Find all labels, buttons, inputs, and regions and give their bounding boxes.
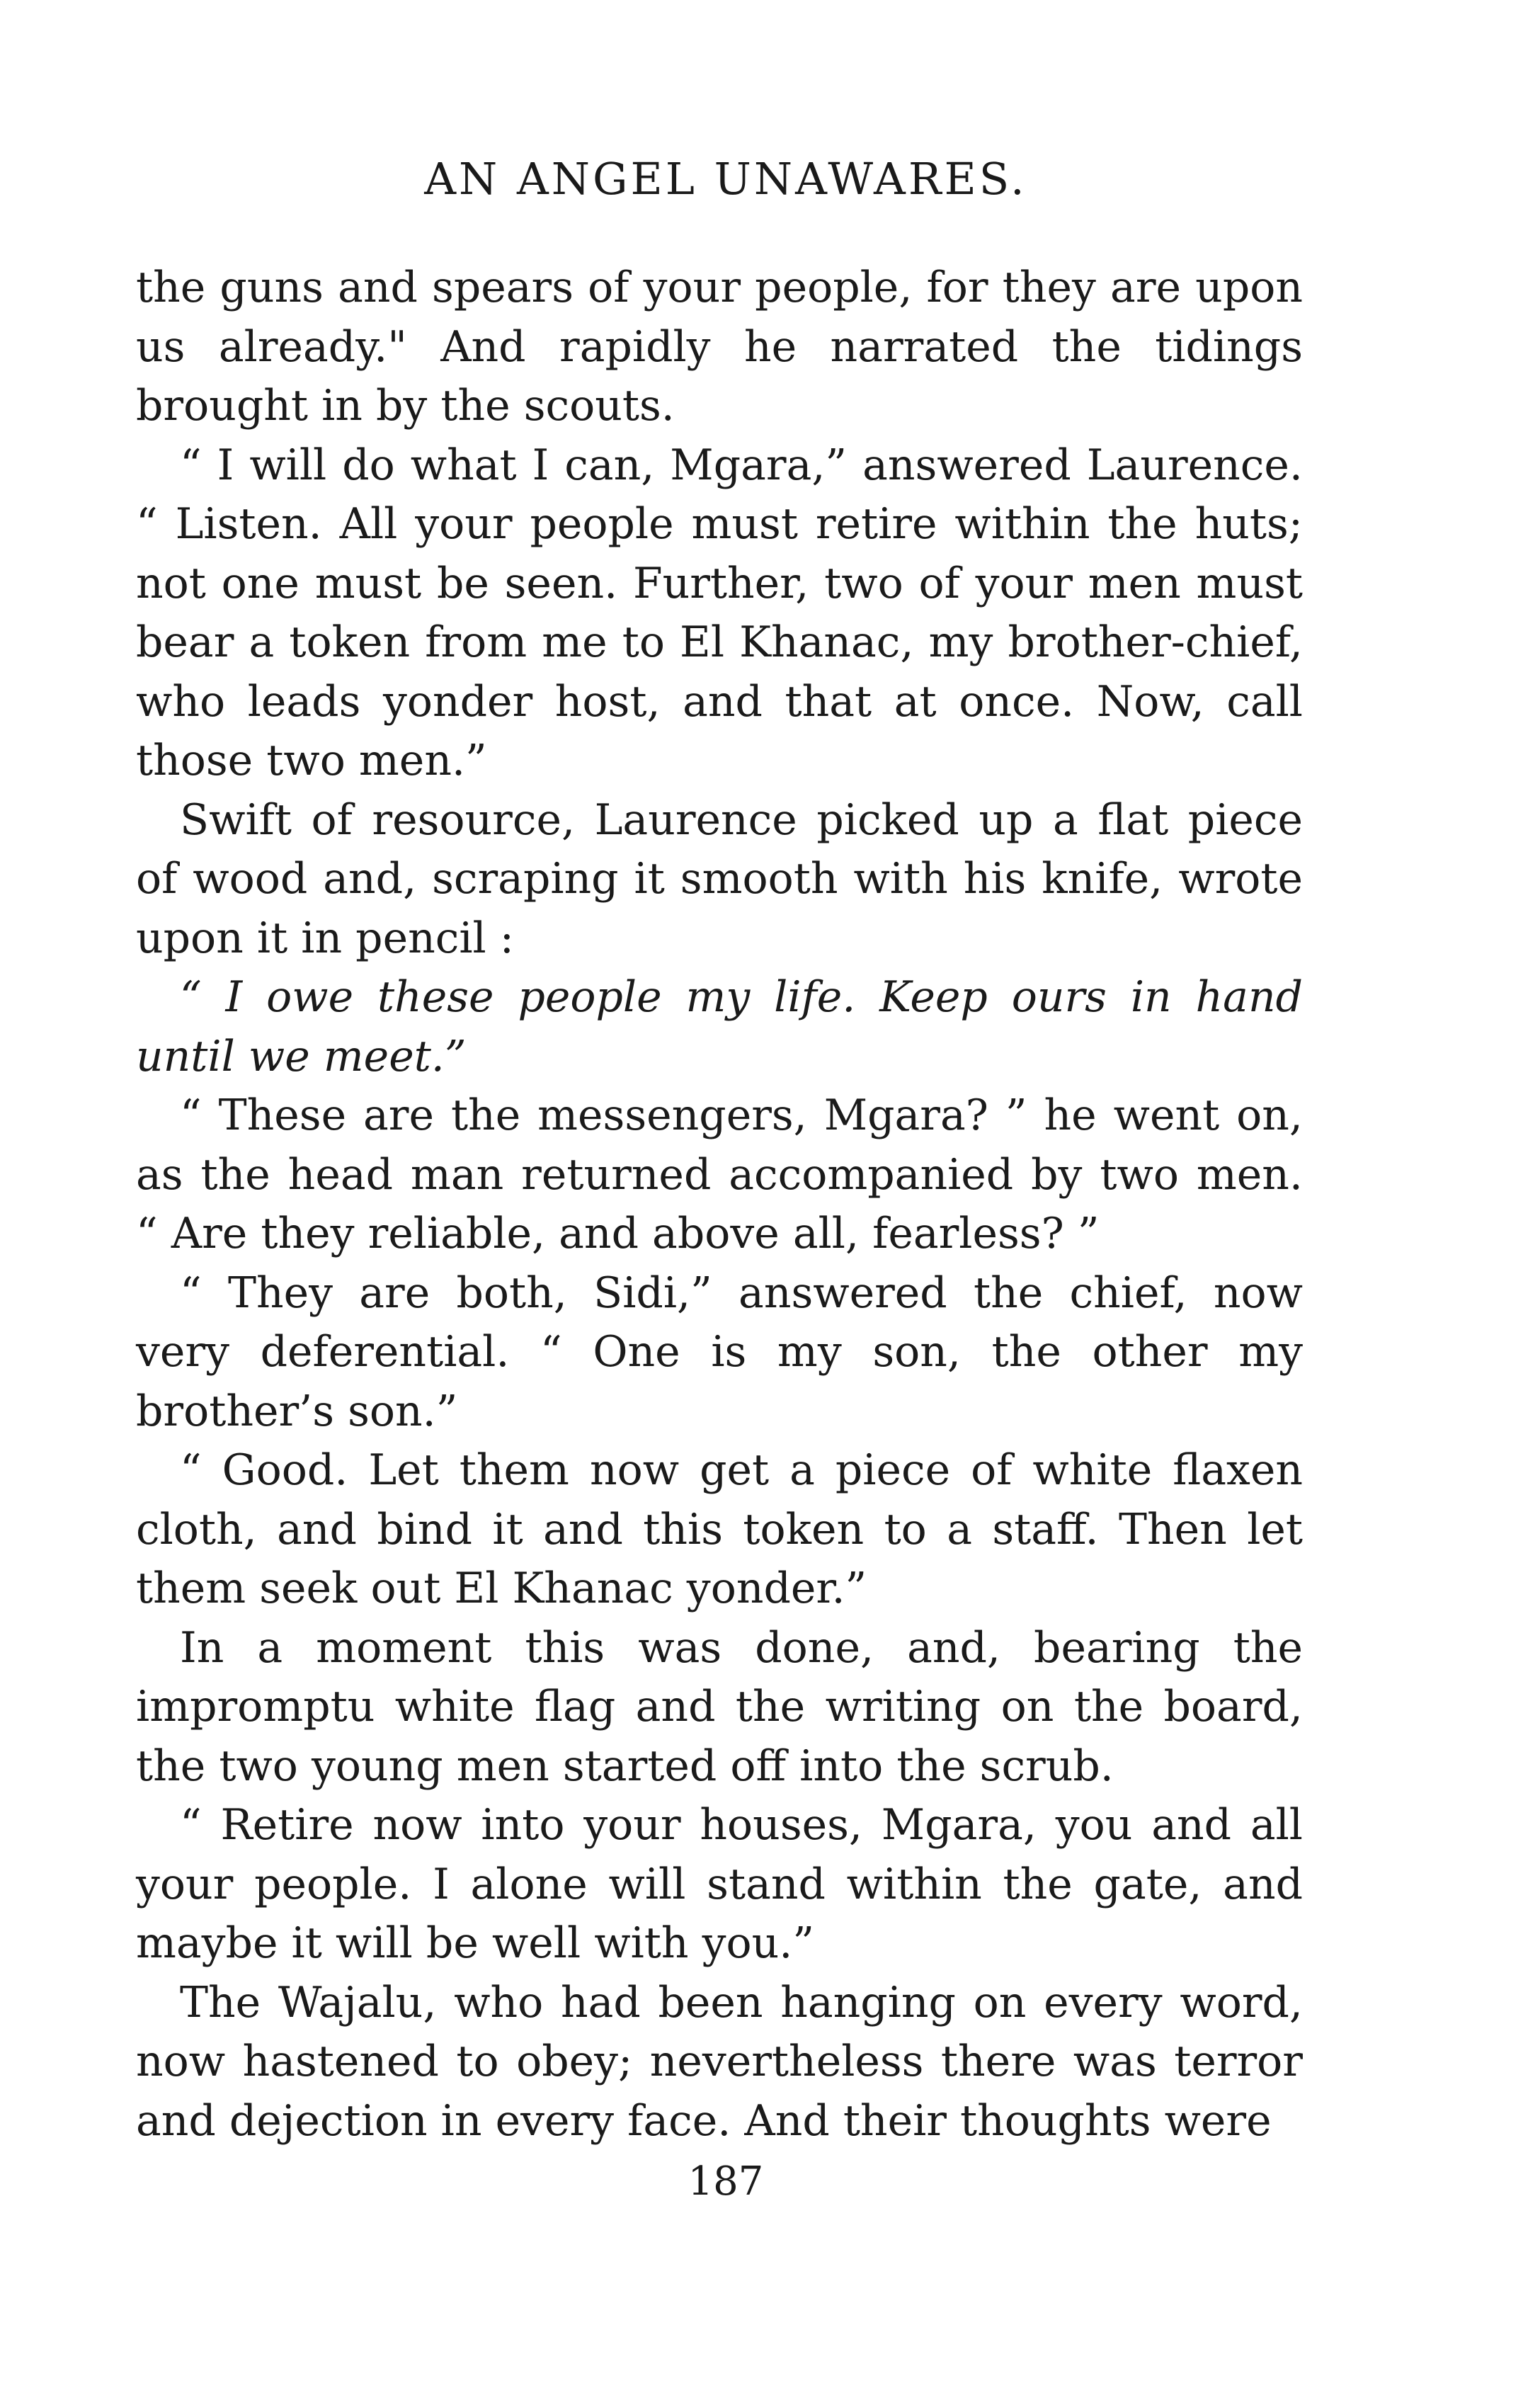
paragraph: the guns and spears of your people, for they are upon us already." And rapidly he narrated the tidings brought in by the scouts. <box>136 263 1303 431</box>
paragraph: “ These are the messengers, Mgara? ” he went on, as the head man returned accompanied by two men. “ Are they reliable, and above all, fearless? ” <box>136 1091 1303 1258</box>
paragraph: “ I will do what I can, Mgara,” answered Laurence. “ Listen. All your people must retire within the huts; not one must be seen. Further, two of your men must bear a token from me to El Khanac, my brother-chief, who leads yonder host, and that at once. Now, call those two men.” <box>136 440 1303 785</box>
running-header: AN ANGEL UNAWARES. <box>424 153 1027 205</box>
page-number: 187 <box>688 2159 764 2205</box>
paragraph: In a moment this was done, and, bearing the impromptu white flag and the writing on the board, the two young men started off into the scrub. <box>136 1622 1303 1791</box>
paragraph: “ Good. Let them now get a piece of white flaxen cloth, and bind it and this token to a staff. Then let them seek out El Khanac yonder.” <box>136 1445 1303 1613</box>
italic-quote: “ I owe these people my life. Keep ours in hand until we meet.” <box>136 972 1303 1081</box>
paragraph: Swift of resource, Laurence picked up a flat piece of wood and, scraping it smooth with his knife, wrote upon it in pencil : <box>136 795 1303 963</box>
paragraph: “ Retire now into your houses, Mgara, you and all your people. I alone will stand within the gate, and maybe it will be well with you.” <box>136 1800 1303 1968</box>
body-text <box>136 258 1303 2151</box>
paragraph: The Wajalu, who had been hanging on every word, now hastened to obey; nevertheless there was terror and dejection in every face. And their thoughts were <box>136 1977 1303 2146</box>
paragraph: “ They are both, Sidi,” answered the chief, now very deferential. “ One is my son, the other my brother’s son.” <box>136 1268 1303 1436</box>
paragraph-italic-quote <box>136 968 1303 1086</box>
